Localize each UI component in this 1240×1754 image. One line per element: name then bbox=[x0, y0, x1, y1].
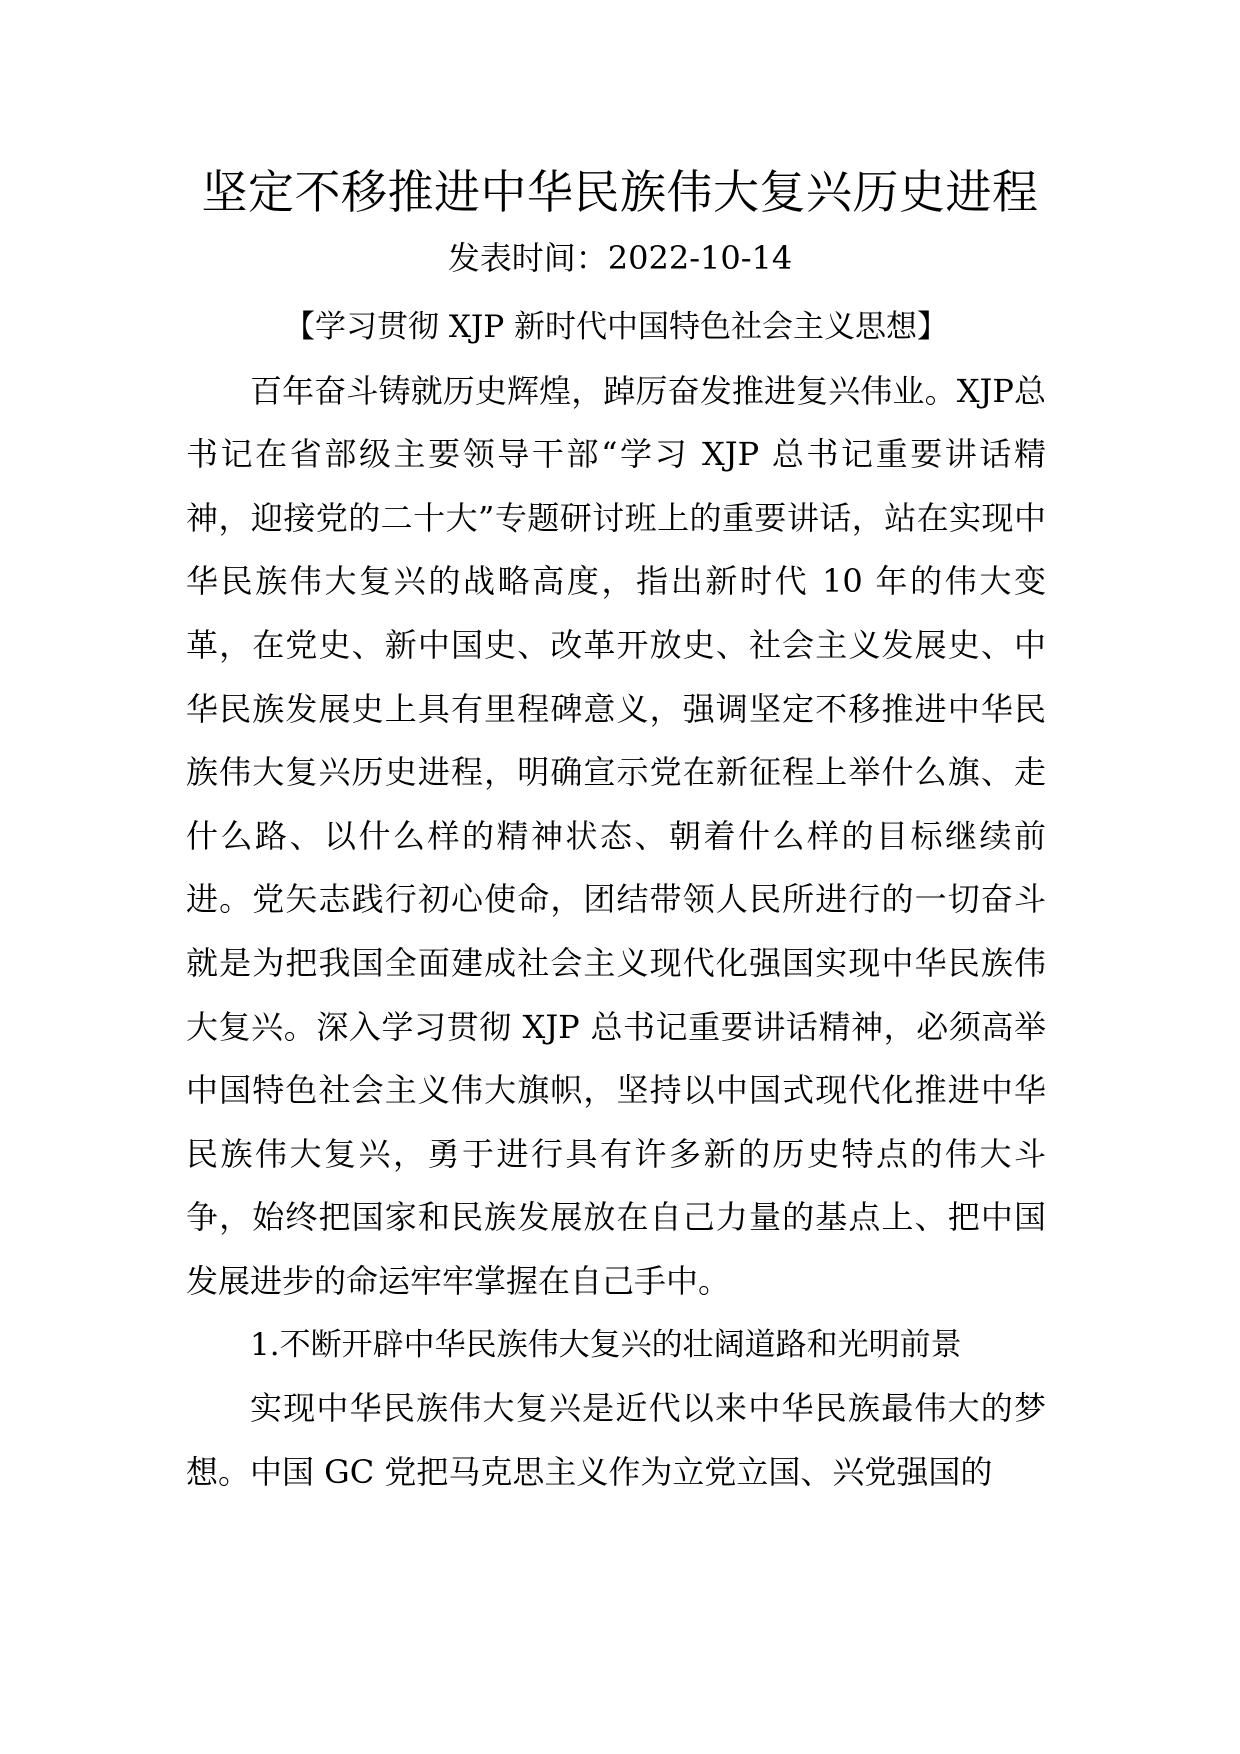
publish-date: 2022-10-14 bbox=[607, 239, 793, 277]
column-label: 【学习贯彻 XJP 新时代中国特色社会主义思想】 bbox=[283, 309, 949, 345]
article-body bbox=[186, 296, 1046, 1504]
publish-date-label: 发表时间： bbox=[447, 239, 608, 277]
paragraph: 实现中华民族伟大复兴是近代以来中华民族最伟大的梦想。中国 GC 党把马克思主义作为立党立国、兴党强国的 bbox=[186, 1389, 1046, 1491]
article-title: 坚定不移推进中华民族伟大复兴历史进程 bbox=[201, 165, 1039, 219]
section-heading: 1.不断开辟中华民族伟大复兴的壮阔道路和光明前景 bbox=[250, 1326, 962, 1363]
paragraph: 百年奋斗铸就历史辉煌，踔厉奋发推进复兴伟业。XJP总书记在省部级主要领导干部“学习 XJP 总书记重要讲话精神，迎接党的二十大”专题研讨班上的重要讲话，站在实现中华民族伟大复兴的战略高度，指出新时代 10 年的伟大变革，在党史、新中国史、改革开放史、社会主义发展史、中华民族发展史上具有里程碑意义，强调坚定不移推进中华民族伟大复兴历史进程，明确宣示党在新征程上举什么旗、走什么路、以什么样的精神状态、朝着什么样的目标继续前进。党矢志践行初心使命，团结带领人民所进行的一切奋斗就是为把我国全面建成社会主义现代化强国实现中华民族伟大复兴。深入学习贯彻 XJP 总书记重要讲话精神，必须高举中国特色社会主义伟大旗帜，坚持以中国式现代化推进中华民族伟大复兴，勇于进行具有许多新的历史特点的伟大斗争，始终把国家和民族发展放在自己力量的基点上、把中国发展进步的命运牢牢掌握在自己手中。 bbox=[186, 371, 1046, 1300]
publish-date-line bbox=[0, 236, 1240, 280]
